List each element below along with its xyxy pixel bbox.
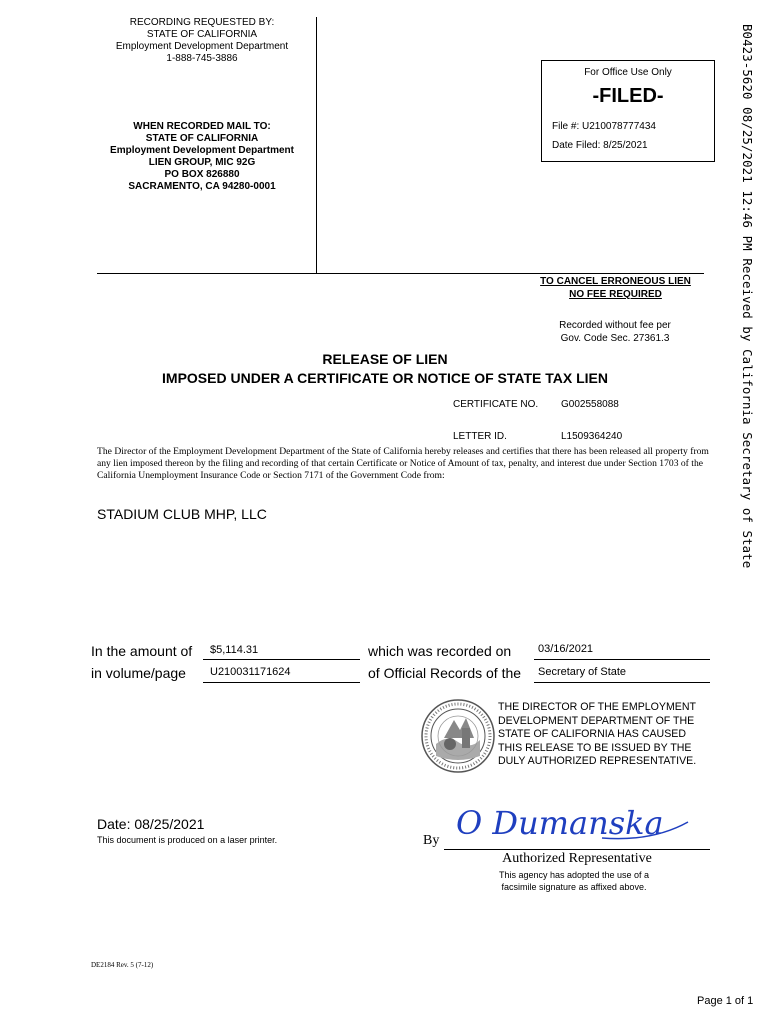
recording-requested-line: Employment Development Department [115,41,289,52]
by-label: By [423,833,440,848]
mail-to-line: Employment Development Department [110,145,294,156]
director-statement-line: DEVELOPMENT DEPARTMENT OF THE [498,714,695,727]
letter-label: LETTER ID. [453,431,507,442]
cancel-erroneous-lien: TO CANCEL ERRONEOUS LIEN [540,276,691,287]
director-statement-line: THE DIRECTOR OF THE EMPLOYMENT [498,701,696,713]
signature-image [452,798,692,850]
mail-to-line: SACRAMENTO, CA 94280-0001 [128,181,276,192]
amount-underline [203,659,360,660]
office-use-label: For Office Use Only [584,67,672,78]
date-filed: Date Filed: 8/25/2021 [552,140,648,151]
laser-printer-note: This document is produced on a laser printer. [97,835,278,845]
side-received-stamp: B0423-5620 08/25/2021 12:46 PM Received by California Secretary of State [740,24,755,569]
recording-requested-line: STATE OF CALIFORNIA [146,29,258,40]
header-vertical-divider [316,17,317,274]
mail-to-block [97,121,307,193]
office-use-box [541,60,715,162]
director-statement [498,701,728,769]
no-fee-required: NO FEE REQUIRED [569,289,662,300]
recorded-on-value: 03/16/2021 [538,643,594,655]
letter-value: L1509364240 [561,431,623,442]
signature-line [444,849,710,850]
document-subtitle: IMPOSED UNDER A CERTIFICATE OR NOTICE OF STATE TAX LIEN [162,370,608,386]
state-seal-icon [420,698,496,774]
amount-value: $5,114.31 [210,644,259,656]
director-statement-line: DULY AUTHORIZED REPRESENTATIVE. [498,755,697,767]
page-number: Page 1 of 1 [697,995,754,1007]
signature-text: O Dumanska [456,804,664,842]
document-title: RELEASE OF LIEN [322,351,448,367]
filed-status: -FILED- [592,85,664,107]
volume-page-label: in volume/page [91,665,186,681]
official-records-underline [534,682,710,683]
recorded-on-label: which was recorded on [368,643,512,659]
release-date: Date: 08/25/2021 [97,816,205,832]
fee-note-line: Recorded without fee per [559,320,671,331]
header-horizontal-divider [97,273,704,274]
recording-requested-block [97,17,307,65]
recording-requested-line: RECORDING REQUESTED BY: [129,17,275,28]
release-statement: The Director of the Employment Development Department of the State of California hereby releases and certifies that there has been released all property from any lien imposed thereon by the filing and recording of that certain Certificate or Notice of Amount of tax, penalty, and interest due under Section 1703 of the California Unemployment Insurance Code or Section 7171 of the Government Code from: [97,446,709,481]
fee-note-line: Gov. Code Sec. 27361.3 [560,333,670,344]
director-statement-line: THIS RELEASE TO BE ISSUED BY THE [498,741,692,754]
mail-to-line: STATE OF CALIFORNIA [145,133,259,144]
debtor-name: STADIUM CLUB MHP, LLC [97,506,267,522]
recorded-on-underline [534,659,710,660]
official-records-value: Secretary of State [538,666,627,678]
volume-page-value: U210031171624 [210,666,291,678]
facsimile-note [464,869,684,893]
authorized-representative: Authorized Representative [502,851,652,866]
volume-page-underline [203,682,360,683]
recording-requested-line: 1-888-745-3886 [166,53,238,64]
facsimile-note-line: This agency has adopted the use of a [498,870,650,880]
official-records-label: of Official Records of the [368,665,522,681]
mail-to-line: PO BOX 826880 [164,169,240,180]
facsimile-note-line: facsimile signature as affixed above. [501,882,647,892]
amount-label: In the amount of [91,643,193,659]
director-statement-line: STATE OF CALIFORNIA HAS CAUSED [498,728,686,740]
mail-to-line: LIEN GROUP, MIC 92G [148,157,256,168]
certificate-value: G002558088 [561,399,619,410]
certificate-label: CERTIFICATE NO. [453,399,539,410]
mail-to-line: WHEN RECORDED MAIL TO: [133,121,271,132]
form-id: DE2184 Rev. 5 (7-12) [91,961,154,969]
file-number: File #: U210078777434 [552,121,656,132]
